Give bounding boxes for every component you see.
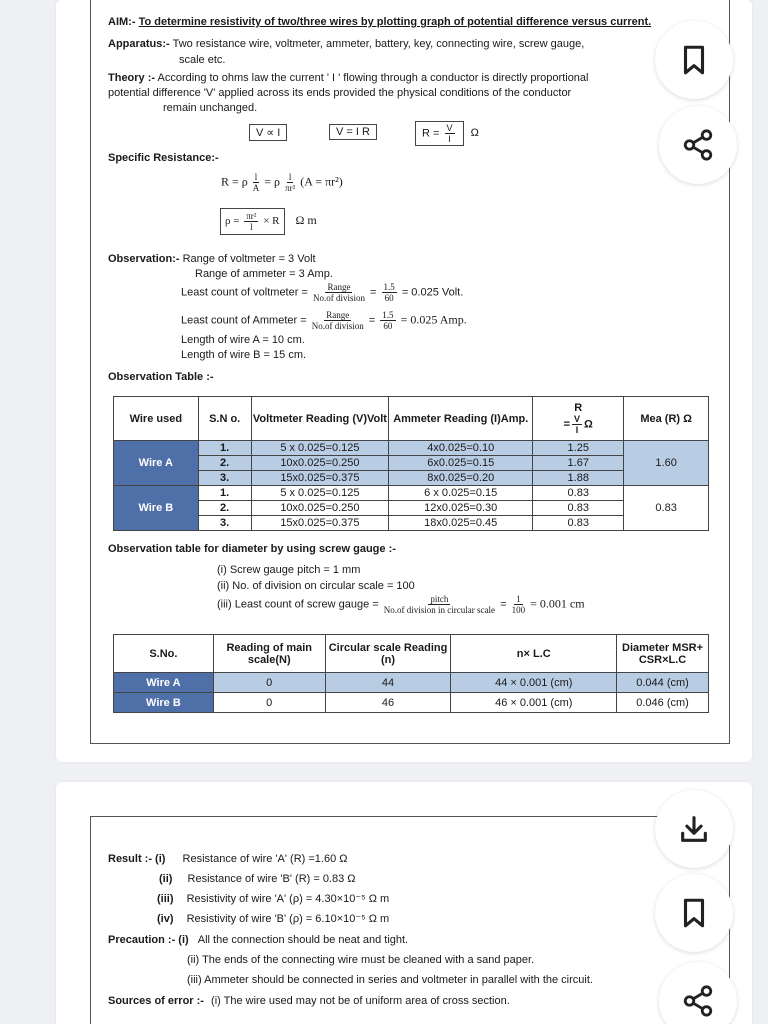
screw-frac-num: pitch <box>430 594 449 604</box>
result-iii-text: Resistivity of wire 'A' (ρ) = 4.30×10⁻⁵ Ω m <box>186 893 390 905</box>
header-r-eq: = <box>563 418 571 431</box>
lc-a-frac-den: No.of division <box>311 321 364 331</box>
lc-v-frac2-den: 60 <box>384 293 394 303</box>
header-ammeter: Ammeter Reading (I)Amp. <box>389 397 533 441</box>
result-iv-num: (iv) <box>157 913 174 925</box>
mean-wire-a: 1.60 <box>624 441 709 486</box>
screw-frac2-den: 100 <box>511 605 526 615</box>
formula-r-den: I <box>448 134 451 144</box>
screw-least-count: (iii) Least count of screw gauge = $\frac{\text{pitch}}{\text{No.of division in circular scale}}$ = $\frac{1}{100}$ = 0.001 cm <box>217 594 585 615</box>
sources-i-text: (i) The wire used may not be of uniform area of cross section. <box>211 995 510 1007</box>
cell-sn: 1. <box>198 441 251 456</box>
t2-cell-diameter: 0.044 (cm) <box>617 673 709 693</box>
specific-resistance-eq <box>221 172 343 193</box>
table-header-row <box>114 397 709 441</box>
cell-current: 18x0.025=0.45 <box>389 516 533 531</box>
lc-a-label: Least count of Ammeter = <box>181 314 307 327</box>
cell-current: 4x0.025=0.10 <box>389 441 533 456</box>
eq-tail: (A = πr²) <box>300 174 343 189</box>
cell-resistance: 1.25 <box>533 441 624 456</box>
mean-wire-b: 0.83 <box>624 486 709 531</box>
t2-header-circular: Circular scale Reading (n) <box>325 635 451 673</box>
eq-f1-num: l <box>254 172 258 182</box>
cell-resistance: 1.88 <box>533 471 624 486</box>
cell-current: 6 x 0.025=0.15 <box>389 486 533 501</box>
bookmark-button[interactable] <box>655 21 733 99</box>
cell-current: 12x0.025=0.30 <box>389 501 533 516</box>
result-label: Result :- (i) <box>108 853 166 865</box>
header-voltmeter: Voltmeter Reading (V)Volt <box>251 397 389 441</box>
wire-b-label: Wire B <box>114 486 199 531</box>
apparatus-text: Two resistance wire, voltmeter, ammeter, battery, key, connecting wire, screw gauge, <box>172 38 585 50</box>
cell-resistance: 0.83 <box>533 516 624 531</box>
header-r-den: I <box>575 425 579 435</box>
t2-header-diameter: Diameter MSR+ CSR×L.C <box>617 635 709 673</box>
document-page-1 <box>90 0 730 744</box>
lc-ammeter: Least count of Ammeter = $\frac{\text{Range}}{\text{No.of division}}$ = $\frac{1.5}{60}$ = 0.025 Amp. <box>181 310 467 331</box>
formula-v-ir: V = I R <box>329 124 377 140</box>
lc-a-value: = 0.025 Amp. <box>400 312 467 327</box>
share-button[interactable] <box>659 106 737 184</box>
precaution-iii: (iii) Ammeter should be connected in series and voltmeter in parallel with the circuit. <box>187 974 593 986</box>
cell-current: 8x0.025=0.20 <box>389 471 533 486</box>
table-row <box>114 471 709 486</box>
result-i <box>108 853 347 865</box>
cell-voltage: 5 x 0.025=0.125 <box>251 486 389 501</box>
observation-table <box>113 396 709 531</box>
aim-label: AIM:- <box>108 16 136 28</box>
theory-label: Theory :- <box>108 72 156 84</box>
table-row <box>114 673 709 693</box>
screw-frac-den: No.of division in circular scale <box>383 605 496 615</box>
table-row <box>114 486 709 501</box>
sources-of-error <box>108 995 510 1007</box>
theory-line-3: remain unchanged. <box>163 102 258 114</box>
t2-cell-sno: Wire B <box>114 693 214 713</box>
header-r-unit: Ω <box>584 418 593 431</box>
header-mean: Mea (R) Ω <box>624 397 709 441</box>
cell-sn: 3. <box>198 471 251 486</box>
formula-r-num: V <box>446 123 453 133</box>
lc-a-frac2-num: 1.5 <box>382 310 394 320</box>
table-row <box>114 456 709 471</box>
cell-resistance: 0.83 <box>533 486 624 501</box>
sources-label: Sources of error :- <box>108 995 204 1007</box>
apparatus-line <box>108 38 584 50</box>
cell-voltage: 15x0.025=0.375 <box>251 471 389 486</box>
cell-voltage: 10x0.025=0.250 <box>251 456 389 471</box>
table-row <box>114 516 709 531</box>
share-icon <box>681 128 715 162</box>
observation-table-title: Observation Table :- <box>108 371 214 383</box>
t2-header-sno: S.No. <box>114 635 214 673</box>
observation-label: Observation:- <box>108 253 180 265</box>
cell-resistance: 1.67 <box>533 456 624 471</box>
screw-gauge-table <box>113 634 709 713</box>
t2-cell-nlc: 44 × 0.001 (cm) <box>451 673 617 693</box>
cell-sn: 2. <box>198 501 251 516</box>
result-ii-text: Resistance of wire 'B' (R) = 0.83 Ω <box>187 873 356 885</box>
length-wire-b: Length of wire B = 15 cm. <box>181 349 307 361</box>
specific-resistance-label: Specific Resistance:- <box>108 152 219 164</box>
screw-lc-label: (iii) Least count of screw gauge = <box>217 598 379 611</box>
table-row <box>114 693 709 713</box>
lc-voltmeter: Least count of voltmeter = $\frac{\text{Range}}{\text{No.of division}}$ = $\frac{1.5}{60}$ = 0.025 Volt. <box>181 282 464 303</box>
length-wire-a: Length of wire A = 10 cm. <box>181 334 305 346</box>
t2-header-main: Reading of main scale(N) <box>213 635 325 673</box>
result-iii <box>157 892 389 905</box>
formula-v-prop-i: V ∝ I <box>249 124 287 141</box>
result-ii <box>159 873 356 885</box>
formula-r-v-i <box>415 121 479 146</box>
result-iii-num: (iii) <box>157 893 174 905</box>
formula-r-lhs: R = <box>422 127 440 140</box>
eq-f1-den: A <box>252 183 260 193</box>
table-row <box>114 441 709 456</box>
apparatus-label: Apparatus:- <box>108 38 170 50</box>
t2-cell-circular: 44 <box>325 673 451 693</box>
t2-cell-main: 0 <box>213 693 325 713</box>
aim-line <box>108 16 651 28</box>
range-ammeter: Range of ammeter = 3 Amp. <box>195 268 333 280</box>
table-row <box>114 501 709 516</box>
header-r-num: V <box>574 414 581 424</box>
share-icon <box>681 984 715 1018</box>
t2-cell-main: 0 <box>213 673 325 693</box>
table2-header-row <box>114 635 709 673</box>
cell-voltage: 10x0.025=0.250 <box>251 501 389 516</box>
header-sno: S.N o. <box>198 397 251 441</box>
screw-divisions: (ii) No. of division on circular scale = 100 <box>217 580 415 592</box>
screw-gauge-title: Observation table for diameter by using screw gauge :- <box>108 543 396 555</box>
result-i-text: Resistance of wire 'A' (R) =1.60 Ω <box>182 853 348 865</box>
lc-a-frac2-den: 60 <box>383 321 393 331</box>
lc-v-frac-den: No.of division <box>312 293 365 303</box>
bookmark-icon <box>677 896 711 930</box>
t2-cell-circular: 46 <box>325 693 451 713</box>
wire-a-label: Wire A <box>114 441 199 486</box>
precaution-ii: (ii) The ends of the connecting wire must be cleaned with a sand paper. <box>187 954 535 966</box>
theory-line <box>108 72 589 84</box>
result-iv-text: Resistivity of wire 'B' (ρ) = 6.10×10⁻⁵ Ω m <box>186 913 390 925</box>
header-wire-used: Wire used <box>114 397 199 441</box>
lc-a-frac-num: Range <box>326 310 350 320</box>
result-iv <box>157 912 389 925</box>
lc-v-frac2-num: 1.5 <box>383 282 395 292</box>
eq-lhs: R = ρ <box>221 174 248 189</box>
t2-header-nlc: n× L.C <box>451 635 617 673</box>
screw-frac2-num: 1 <box>516 594 521 604</box>
cell-voltage: 15x0.025=0.375 <box>251 516 389 531</box>
precaution-i-text: All the connection should be neat and tight. <box>197 934 409 946</box>
rho-tail: × R <box>263 215 280 228</box>
download-button[interactable] <box>655 790 733 868</box>
rho-formula <box>220 208 317 235</box>
precaution-label: Precaution :- (i) <box>108 934 189 946</box>
theory-line-2: potential difference 'V' applied across its ends provided the physical conditions of the conductor <box>108 87 572 99</box>
screw-pitch: (i) Screw gauge pitch = 1 mm <box>217 564 361 576</box>
cell-sn: 3. <box>198 516 251 531</box>
cell-voltage: 5 x 0.025=0.125 <box>251 441 389 456</box>
eq-f2-den: πr² <box>285 183 296 193</box>
bookmark-icon <box>677 43 711 77</box>
header-r-top: R <box>574 402 583 414</box>
lc-v-frac-num: Range <box>327 282 351 292</box>
eq-mid: = ρ <box>264 174 281 189</box>
eq-f2-num: l <box>288 172 292 182</box>
bookmark-button-2[interactable] <box>655 874 733 952</box>
cell-current: 6x0.025=0.15 <box>389 456 533 471</box>
rho-num: πr² <box>246 211 257 221</box>
observation-range-v <box>108 253 316 265</box>
rho-den: l <box>250 222 253 232</box>
aim-text: To determine resistivity of two/three wires by plotting graph of potential difference versus current. <box>138 16 652 28</box>
precaution-i <box>108 934 408 946</box>
cell-sn: 1. <box>198 486 251 501</box>
formula-r-unit: Ω <box>470 127 479 140</box>
range-voltmeter: Range of voltmeter = 3 Volt <box>182 253 316 265</box>
header-resistance <box>533 397 624 441</box>
t2-cell-diameter: 0.046 (cm) <box>617 693 709 713</box>
document-page-2 <box>90 816 730 1024</box>
apparatus-text-2: scale etc. <box>179 54 226 66</box>
rho-lhs: ρ = <box>225 215 240 228</box>
screw-lc-value: = 0.001 cm <box>530 596 585 611</box>
cell-sn: 2. <box>198 456 251 471</box>
download-icon <box>677 812 711 846</box>
t2-cell-nlc: 46 × 0.001 (cm) <box>451 693 617 713</box>
t2-cell-sno: Wire A <box>114 673 214 693</box>
rho-unit: Ω m <box>295 213 317 228</box>
theory-line-1: According to ohms law the current ' I ' flowing through a conductor is directly proportional <box>157 72 589 84</box>
result-ii-num: (ii) <box>159 873 173 885</box>
lc-v-label: Least count of voltmeter = <box>181 286 308 299</box>
cell-resistance: 0.83 <box>533 501 624 516</box>
lc-v-value: = 0.025 Volt. <box>401 286 464 299</box>
